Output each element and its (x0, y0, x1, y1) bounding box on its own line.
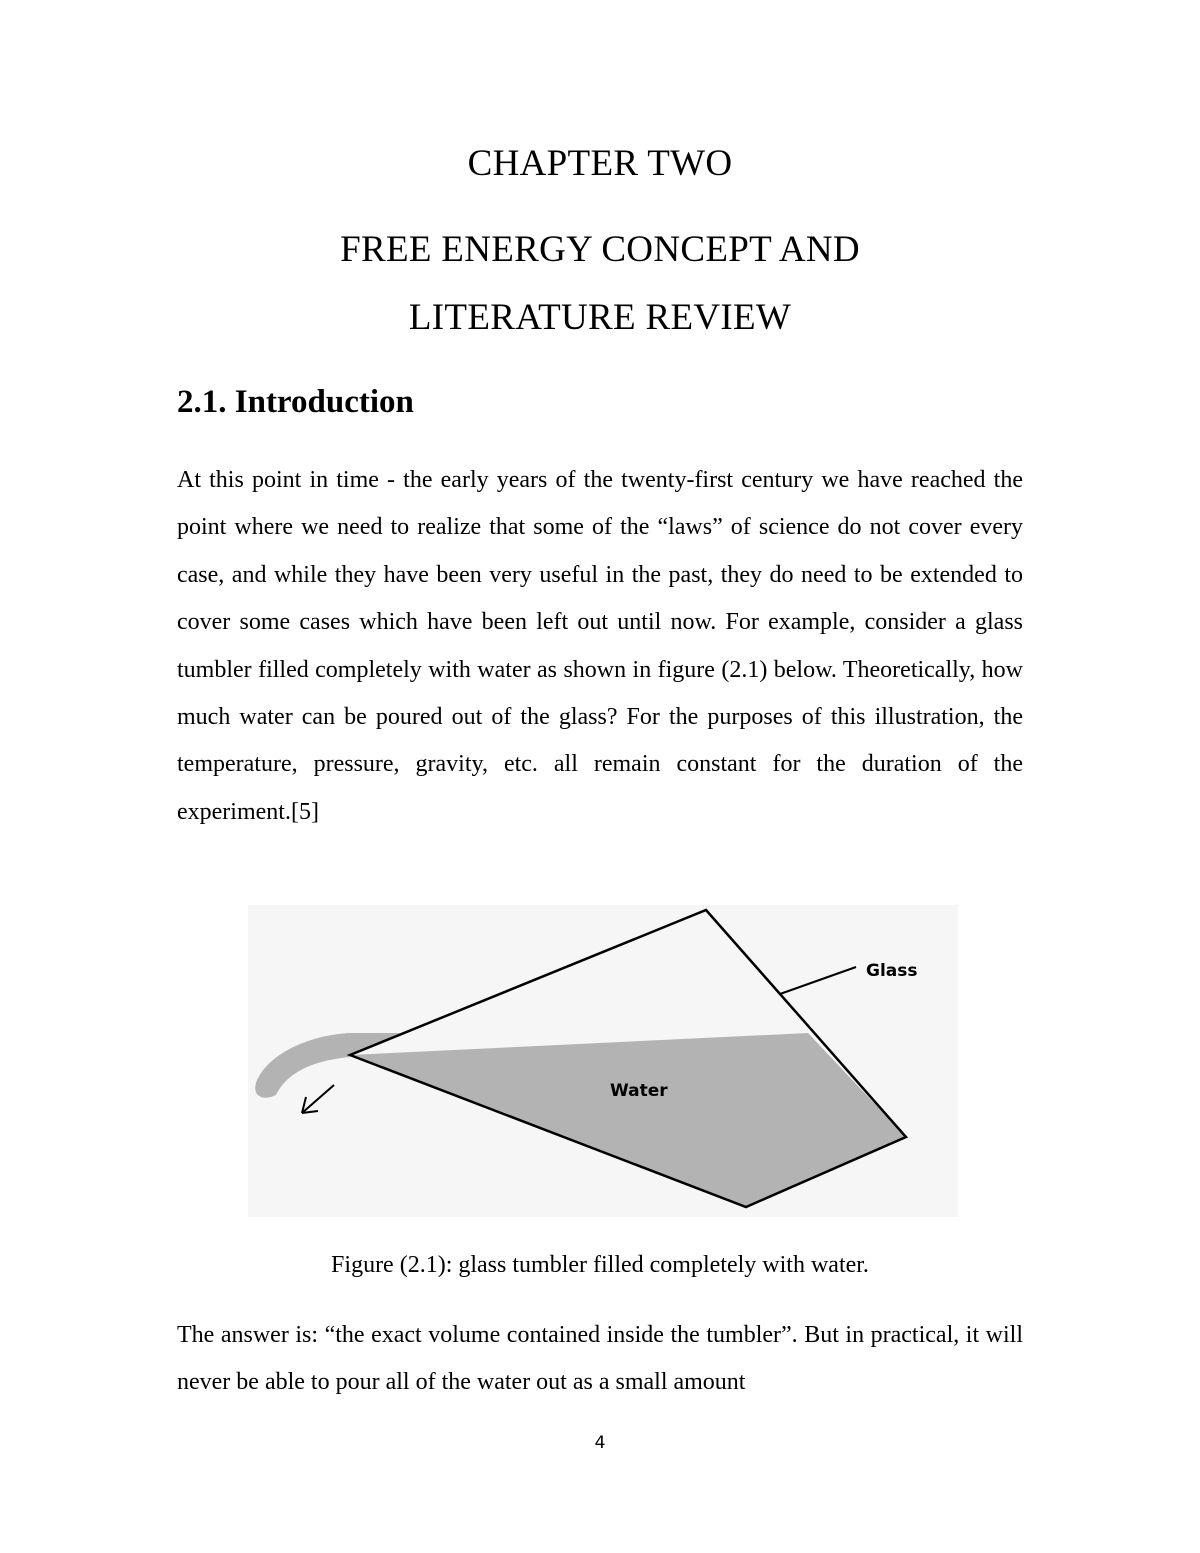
chapter-subtitle-line-2: LITERATURE REVIEW (408, 297, 792, 338)
answer-paragraph-text: The answer is: “the exact volume contained inside the tumbler”. But in practical, it will never be able to pour all of the water out as a small amount (177, 1322, 1023, 1396)
answer-paragraph (177, 1312, 1023, 1407)
glass-label: Glass (866, 961, 918, 981)
chapter-title: CHAPTER TWO (467, 143, 733, 184)
page-number: 4 (594, 1433, 606, 1453)
chapter-subtitle-line-1: FREE ENERGY CONCEPT AND (340, 229, 860, 270)
tumbler-figure (248, 905, 958, 1217)
section-heading: 2.1. Introduction (177, 384, 414, 420)
intro-paragraph (177, 457, 1023, 836)
intro-paragraph-text: At this point in time - the early years of the twenty-first century we have reached the point where we need to realize that some of the “laws” of science do not cover every case, and while they have been very useful in the past, they do need to be extended to cover some cases which have been left out until now. For example, consider a glass tumbler filled completely with water as shown in figure (2.1) below. Theoretically, how much water can be poured out of the glass? For the purposes of this illustration, the temperature, pressure, gravity, etc. all remain constant for the duration of the experiment.[5] (177, 467, 1023, 825)
figure-caption: Figure (2.1): glass tumbler filled completely with water. (331, 1252, 869, 1278)
water-label: Water (610, 1081, 668, 1101)
